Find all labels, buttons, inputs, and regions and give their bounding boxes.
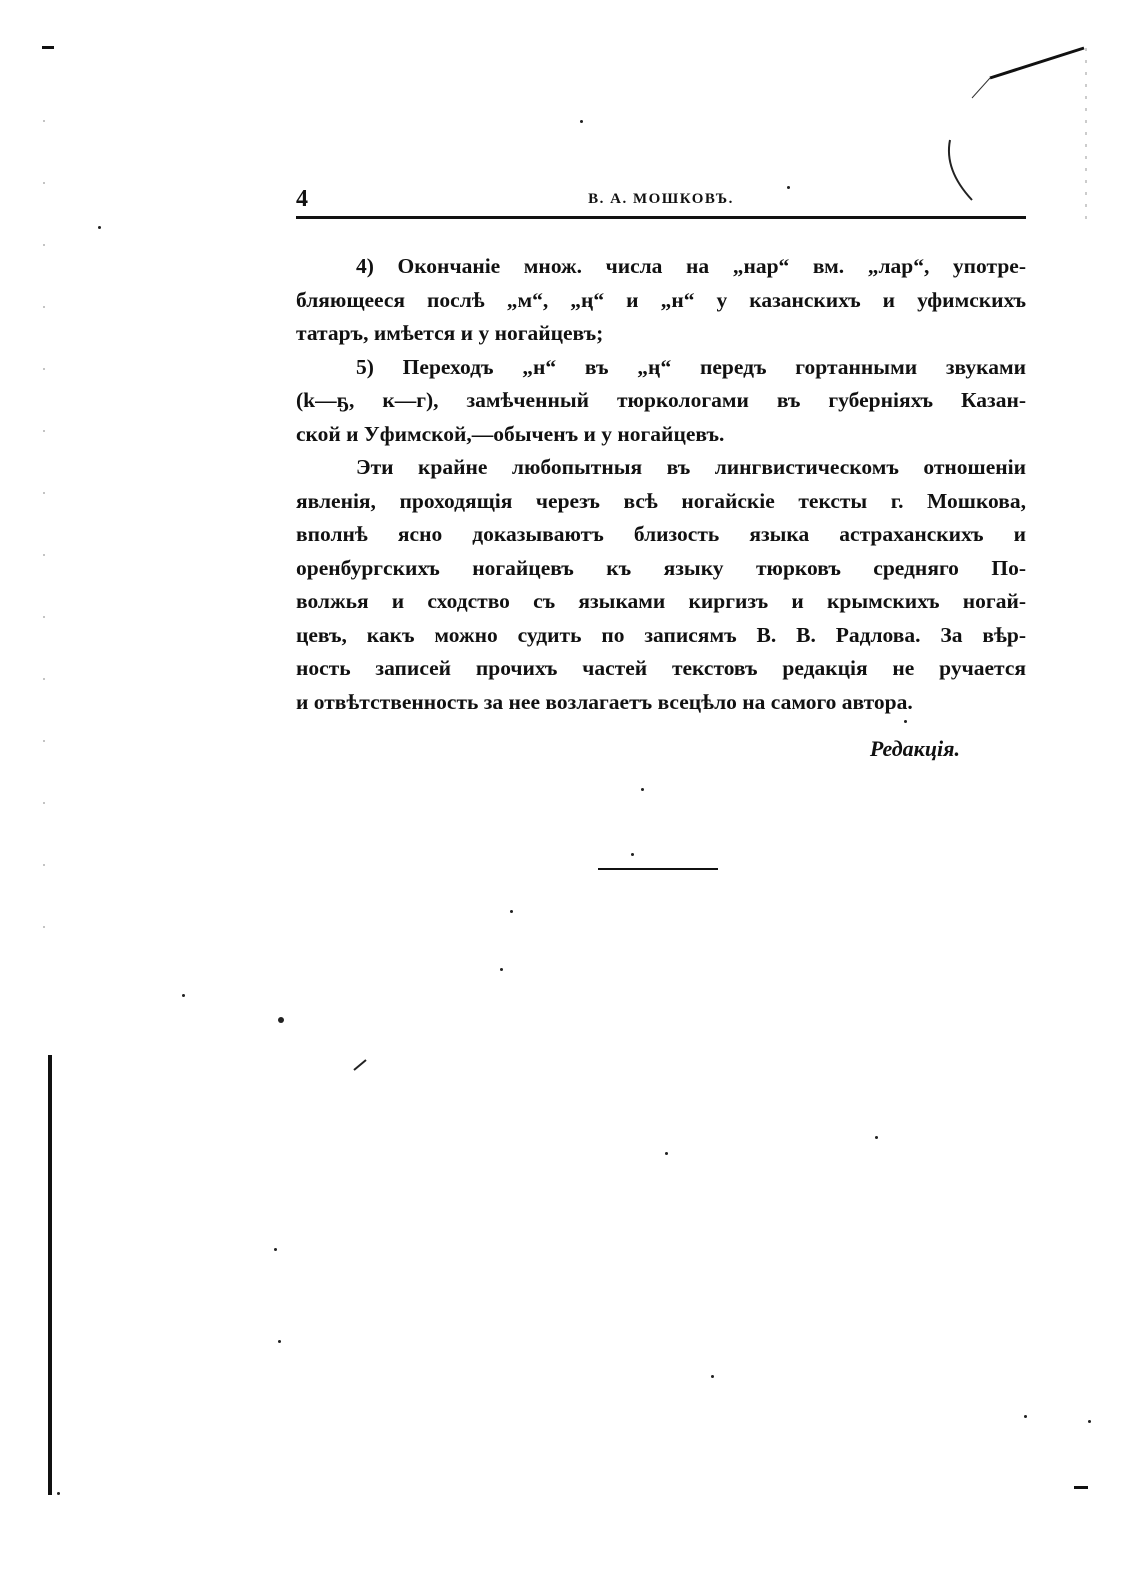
speck: [182, 994, 185, 997]
speck: [787, 186, 790, 189]
speck: [278, 1017, 284, 1023]
text-line: явленія, проходящія черезъ всѣ ногайскіе тексты г. Мошкова,: [296, 488, 1026, 513]
text-line: 5) Переходъ „н“ въ „ң“ передъ гортанными звуками: [356, 354, 1026, 379]
speck: [1088, 1420, 1091, 1423]
text-line: татаръ, имѣется и у ногайцевъ;: [296, 321, 604, 345]
speck: [904, 720, 907, 723]
text-line: вполнѣ ясно доказываютъ близость языка астраханскихъ и: [296, 522, 1026, 546]
text-line: оренбургскихъ ногайцевъ къ языку тюрковъ средняго По-: [296, 555, 1026, 580]
text-line: (k—ҕ, к—г), замѣченный тюркологами въ губерніяхъ Казан-: [296, 388, 1026, 412]
speck: [274, 1248, 277, 1251]
text-line: Эти крайне любопытныя въ лингвистическомъ отношеніи: [356, 455, 1026, 479]
text-line: ность записей прочихъ частей текстовъ редакція не ручается: [296, 656, 1026, 680]
speck: [500, 968, 503, 971]
text-line: ской и Уфимской,—обыченъ и у ногайцевъ.: [296, 421, 725, 446]
speck: [510, 910, 513, 913]
speck: [711, 1375, 714, 1378]
speck: [631, 853, 634, 856]
page-number: 4: [296, 186, 308, 212]
speck: [875, 1136, 878, 1139]
speck: [278, 1340, 281, 1343]
speck: [57, 1492, 60, 1495]
speck: [641, 788, 644, 791]
speck: [665, 1152, 668, 1155]
text-line: бляющееся послѣ „м“, „ң“ и „н“ у казанскихъ и уфимскихъ: [296, 287, 1026, 312]
text-line: 4) Окончаніе множ. числа на „нар“ вм. „лар“, употре-: [356, 254, 1026, 278]
speck: [98, 226, 101, 229]
signature: Редакція.: [869, 736, 960, 761]
speck: [580, 120, 583, 123]
text-line: волжья и сходство съ языками киргизъ и крымскихъ ногай-: [296, 589, 1026, 613]
speck: [1024, 1415, 1027, 1418]
text-line: и отвѣтственность за нее возлагаетъ всецѣло на самого автора.: [296, 689, 913, 714]
text-line: цевъ, какъ можно судить по записямъ В. В. Радлова. За вѣр-: [296, 622, 1026, 647]
running-head: В. А. МОШКОВЪ.: [588, 191, 734, 207]
